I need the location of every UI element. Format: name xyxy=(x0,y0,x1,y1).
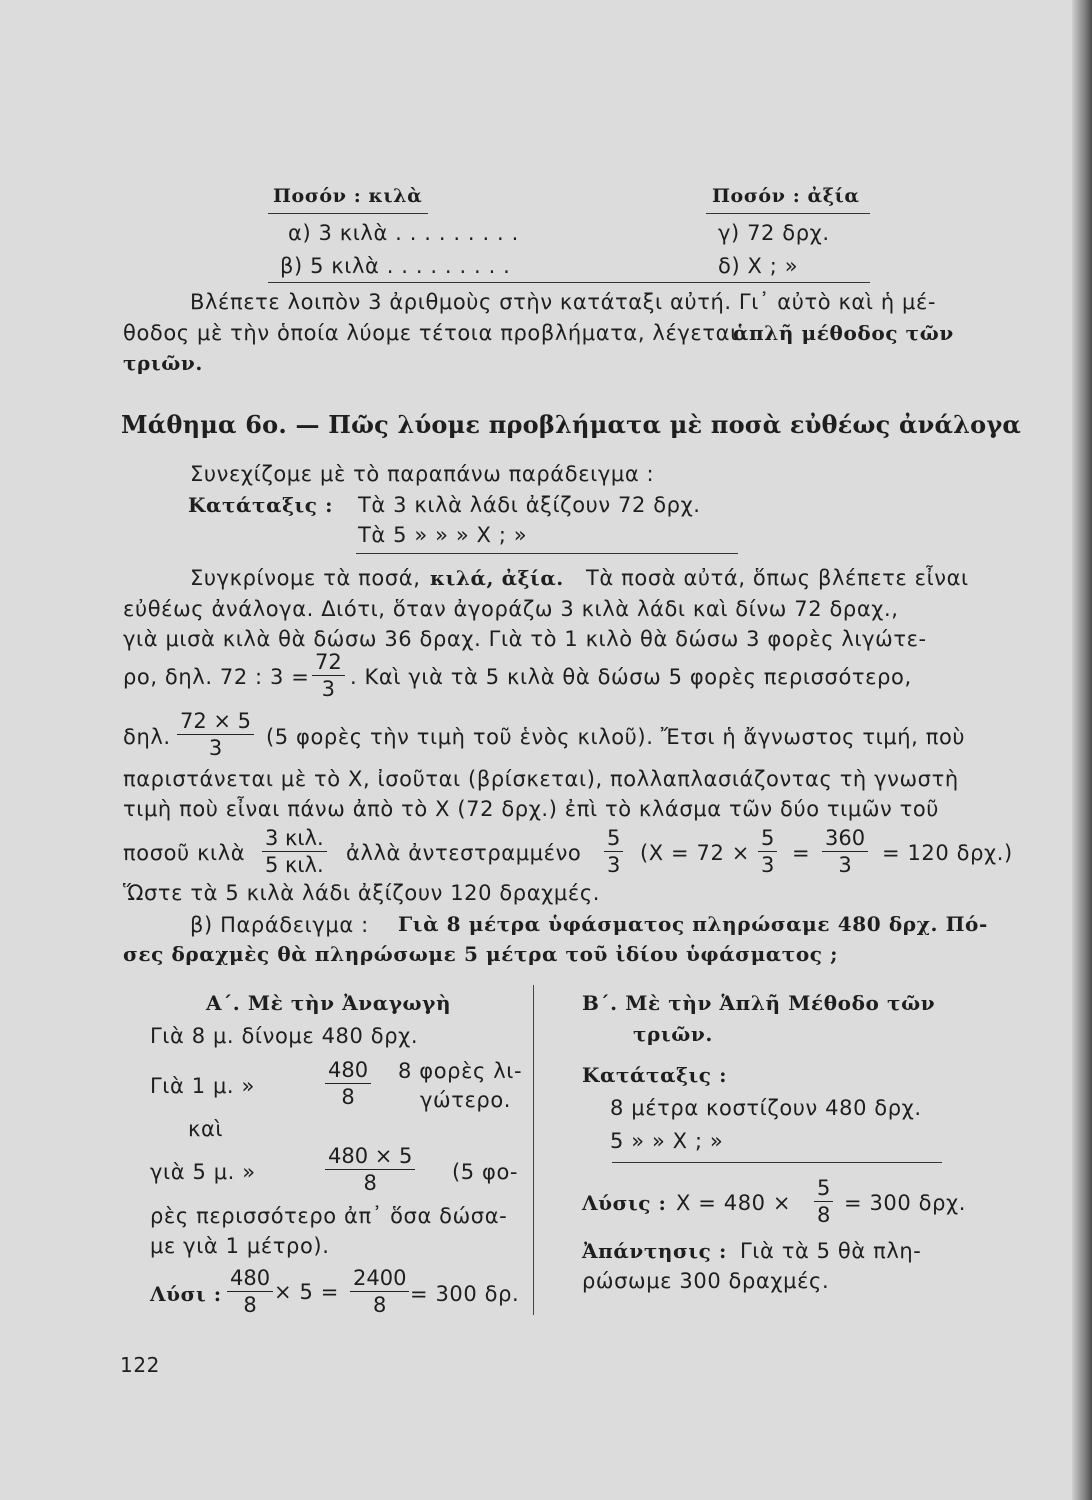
table-bottom-rule xyxy=(268,282,870,283)
fraction-num: 480 × 5 xyxy=(325,1144,415,1170)
fraction-num: 480 xyxy=(325,1058,371,1084)
fraction-den: 3 xyxy=(321,677,336,701)
answer-line-2: ρώσωμε 300 δραχμές. xyxy=(582,1269,830,1293)
lesson-continue: Συνεχίζομε μὲ τὸ παραπάνω παράδειγμα : xyxy=(190,462,655,486)
p2: εὐθέως ἀνάλογα. Διότι, ὅταν ἀγοράζω 3 κιλὰ λάδι καὶ δίνω 72 δραχ., xyxy=(123,597,899,621)
intro-line-3: τριῶν. xyxy=(123,351,203,375)
lesson-title: Μάθημα 6ο. — Πῶς λύομε προβλήματα μὲ ποσὰ εὐθέως ἀνάλογα xyxy=(121,410,1022,439)
left-heading: Α΄. Μὲ τὴν Ἀναγωγὴ xyxy=(206,991,452,1015)
table-row2-right: δ) Χ ; » xyxy=(718,254,799,278)
intro-line-2b: ἁπλῆ μέθοδος τῶν xyxy=(733,321,954,345)
p1-c: Τὰ ποσὰ αὐτά, ὅπως βλέπετε εἶναι xyxy=(586,566,969,590)
fraction-72-over-3 xyxy=(312,650,345,701)
p8-eq: = xyxy=(792,841,811,865)
p1-a: Συγκρίνομε τὰ ποσά, xyxy=(190,566,421,590)
p5-b: (5 φορὲς τὴν τιμὴ τοῦ ἑνὸς κιλοῦ). Ἔτσι ἡ ἄγνωστος τιμή, ποὺ xyxy=(266,725,966,749)
p6: παριστάνεται μὲ τὸ Χ, ἰσοῦται (βρίσκεται), πολλαπλασιάζοντας τὴ γνωστὴ xyxy=(123,767,959,791)
fraction-den: 3 xyxy=(607,853,621,877)
fraction-den: 8 xyxy=(373,1293,387,1317)
left-line-5: με γιὰ 1 μέτρο). xyxy=(150,1234,330,1258)
right-katataxis-rule xyxy=(612,1162,942,1163)
left-line-3a: γιὰ 5 μ. » xyxy=(150,1160,256,1184)
intro-line-1: Βλέπετε λοιπὸν 3 ἀριθμοὺς στὴν κατάταξι αὐτή. Γι᾽ αὐτὸ καὶ ἡ μέ- xyxy=(190,290,937,314)
p1-b-bold: κιλά, ἀξία. xyxy=(430,566,564,590)
fraction-den: 8 xyxy=(363,1171,377,1195)
right-katataxis-label: Κατάταξις : xyxy=(582,1063,728,1087)
example-b-line-1: Γιὰ 8 μέτρα ὑφάσματος πληρώσαμε 480 δρχ. Πό- xyxy=(398,912,988,936)
col2-header-underline xyxy=(706,213,870,214)
fraction-num: 5 xyxy=(604,826,623,852)
fraction-den: 8 xyxy=(243,1293,257,1317)
fraction-num: 3 κιλ. xyxy=(262,826,327,852)
page-edge-shadow xyxy=(1072,0,1092,1500)
fraction-den: 8 xyxy=(817,1203,831,1227)
table-row2-left: β) 5 κιλὰ . . . . . . . . . xyxy=(280,254,511,278)
right-lysis-a: Χ = 480 × xyxy=(676,1191,792,1215)
fraction-3kil-over-5kil xyxy=(262,826,327,877)
p5-a: δηλ. xyxy=(123,725,171,749)
col1-header: Ποσόν : κιλὰ xyxy=(273,185,423,207)
fraction-num: 72 xyxy=(312,650,345,676)
fraction-5-over-3-a xyxy=(604,826,623,877)
p9: Ὥστε τὰ 5 κιλὰ λάδι ἀξίζουν 120 δραχμές. xyxy=(123,881,601,905)
col1-header-underline xyxy=(268,213,428,214)
fraction-num: 5 xyxy=(758,826,777,852)
fraction-5-over-3-b xyxy=(758,826,777,877)
intro-line-2a: θοδος μὲ τὴν ὁποία λύομε τέτοια προβλήματα, λέγεται xyxy=(123,321,738,345)
fraction-den: 8 xyxy=(341,1085,355,1109)
left-note-2: γώτερο. xyxy=(420,1088,512,1112)
left-note-3: (5 φο- xyxy=(452,1160,519,1184)
fraction-num: 2400 xyxy=(350,1266,409,1292)
p8-a: ποσοῦ κιλὰ xyxy=(123,841,246,865)
fraction-lysi-480-over-8 xyxy=(227,1266,273,1317)
lysi-mid: × 5 = xyxy=(274,1280,339,1304)
example-b-label: β) Παράδειγμα : xyxy=(190,913,369,937)
katataxis-label: Κατάταξις : xyxy=(188,493,334,517)
right-katataxis-2: 5 » » Χ ; » xyxy=(610,1129,724,1153)
fraction-den: 3 xyxy=(208,736,223,760)
right-lysis-label: Λύσις : xyxy=(582,1191,667,1215)
right-lysis-end: = 300 δρχ. xyxy=(844,1191,967,1215)
lysi-label: Λύσι : xyxy=(150,1282,222,1306)
p4-a: ρο, δηλ. 72 : 3 = xyxy=(123,665,310,689)
table-row1-right: γ) 72 δρχ. xyxy=(718,221,830,245)
column-divider xyxy=(533,985,534,1315)
answer-label: Ἀπάντησις : xyxy=(582,1239,727,1263)
fraction-480-over-8 xyxy=(325,1058,371,1109)
lysi-end: = 300 δρ. xyxy=(410,1282,520,1306)
left-kai: καὶ xyxy=(188,1117,224,1141)
answer-line-1: Γιὰ τὰ 5 θὰ πλη- xyxy=(740,1239,922,1263)
fraction-den: 5 κιλ. xyxy=(265,853,324,877)
page-number: 122 xyxy=(120,1353,160,1377)
table-row1-left: α) 3 κιλὰ . . . . . . . . . xyxy=(288,221,519,245)
fraction-den: 3 xyxy=(838,853,852,877)
katataxis-line-1: Τὰ 3 κιλὰ λάδι ἀξίζουν 72 δρχ. xyxy=(358,493,701,517)
p8-d: = 120 δρχ.) xyxy=(882,841,1013,865)
col2-header: Ποσόν : ἀξία xyxy=(712,185,860,207)
katataxis-rule xyxy=(356,553,738,554)
right-heading-2: τριῶν. xyxy=(633,1022,713,1046)
fraction-2400-over-8 xyxy=(350,1266,409,1317)
fraction-360-over-3 xyxy=(822,826,868,877)
katataxis-line-2: Τὰ 5 » » » Χ ; » xyxy=(358,523,528,547)
fraction-num: 360 xyxy=(822,826,868,852)
p4-b: . Καὶ γιὰ τὰ 5 κιλὰ θὰ δώσω 5 φορὲς περισσότερο, xyxy=(350,665,912,689)
example-b-line-2: σες δραχμὲς θὰ πληρώσωμε 5 μέτρα τοῦ ἰδίου ὑφάσματος ; xyxy=(123,942,839,966)
left-line-4: ρὲς περισσότερο ἀπ᾽ ὅσα δώσα- xyxy=(150,1204,508,1228)
fraction-72x5-over-3 xyxy=(177,709,254,760)
right-katataxis-1: 8 μέτρα κοστίζουν 480 δρχ. xyxy=(610,1096,922,1120)
p8-c: (Χ = 72 × xyxy=(640,841,750,865)
fraction-den: 3 xyxy=(761,853,775,877)
right-heading-1: Β΄. Μὲ τὴν Ἁπλῆ Μέθοδο τῶν xyxy=(582,991,936,1015)
fraction-5-over-8 xyxy=(814,1176,833,1227)
fraction-num: 5 xyxy=(814,1176,833,1202)
left-note-1: 8 φορὲς λι- xyxy=(398,1059,523,1083)
p8-b: ἀλλὰ ἀντεστραμμένο xyxy=(346,841,582,865)
fraction-num: 480 xyxy=(227,1266,273,1292)
p7: τιμὴ ποὺ εἶναι πάνω ἀπὸ τὸ Χ (72 δρχ.) ἐπὶ τὸ κλάσμα τῶν δύο τιμῶν τοῦ xyxy=(123,797,940,821)
p3: γιὰ μισὰ κιλὰ θὰ δώσω 36 δραχ. Γιὰ τὸ 1 κιλὸ θὰ δώσω 3 φορὲς λιγώτε- xyxy=(123,627,927,651)
fraction-480x5-over-8 xyxy=(325,1144,415,1195)
left-line-1: Γιὰ 8 μ. δίνομε 480 δρχ. xyxy=(150,1024,419,1048)
fraction-num: 72 × 5 xyxy=(177,709,254,735)
left-line-2a: Γιὰ 1 μ. » xyxy=(150,1074,255,1098)
